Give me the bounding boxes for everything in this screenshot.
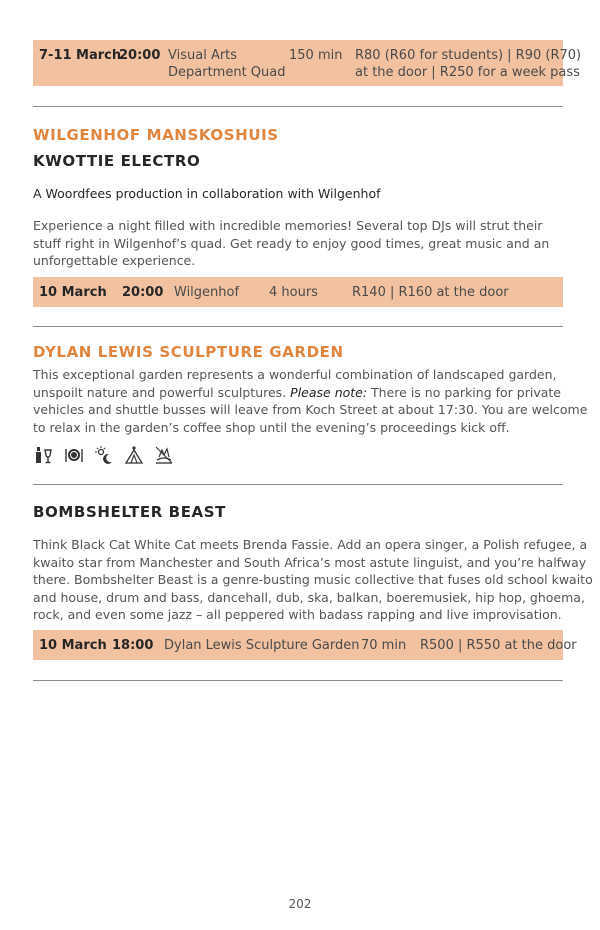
wine-icon [33, 444, 55, 466]
divider [33, 484, 563, 485]
event-venue: Dylan Lewis Sculpture Garden [164, 638, 360, 653]
venue-heading: WILGENHOF MANSKOSHUIS [33, 126, 279, 144]
dining-icon [63, 444, 85, 466]
divider [33, 106, 563, 107]
event-venue-line2: Department Quad [168, 65, 286, 80]
event-description [33, 217, 563, 270]
event-info-bar [33, 40, 582, 86]
event-subtitle: A Woordfees production in collaboration with Wilgenhof [33, 186, 381, 201]
event-date: 7-11 March [39, 48, 122, 63]
please-note-label: Please note: [290, 384, 368, 400]
event-date: 10 March [39, 638, 107, 653]
event-price-line1: R80 (R60 for students) | R90 (R70) [355, 48, 582, 63]
event-venue-line1: Visual Arts [168, 48, 238, 63]
outdoor-tent-icon [123, 444, 145, 466]
description-line: stuff right in Wilgenhof’s quad. Get ready to enjoy good times, great music and an [33, 235, 550, 251]
event-time: 20:00 [122, 285, 164, 300]
event-description [33, 536, 593, 624]
description-line: kwaito star from Manchester and South Africa’s most astute linguist, and you’re halfway [33, 554, 587, 570]
event-duration: 150 min [289, 48, 343, 63]
description-text: unspoilt nature and powerful sculptures. [33, 384, 291, 400]
event-date: 10 March [39, 285, 107, 300]
description-line: unforgettable experience. [33, 253, 196, 268]
event-info-bar [33, 277, 563, 307]
description-line: vehicles and shuttle busses will leave from Koch Street at about 17:30. You are welcome [33, 402, 588, 417]
event-price: R500 | R550 at the door [420, 638, 577, 653]
description-line: This exceptional garden represents a wonderful combination of landscaped garden, [33, 367, 557, 382]
description-line: and house, drum and bass, dancehall, dub, ska, balkan, boeremusiek, hip hop, ghoema, [33, 589, 585, 605]
garden-icon [153, 444, 175, 466]
event-time: 18:00 [112, 638, 154, 653]
divider [33, 326, 563, 327]
description-line: to relax in the garden’s coffee shop until the evening’s proceedings kick off. [33, 419, 510, 435]
description-text: There is no parking for private [367, 384, 561, 400]
event-time: 20:00 [119, 48, 161, 63]
event-title: BOMBSHELTER BEAST [33, 503, 226, 521]
description-line: Think Black Cat White Cat meets Brenda Fassie. Add an opera singer, a Polish refugee, a [33, 537, 588, 552]
event-price: R140 | R160 at the door [352, 285, 509, 300]
event-description [33, 366, 588, 436]
night-icon [93, 444, 115, 466]
event-title: KWOTTIE ELECTRO [33, 152, 201, 170]
description-line: rock, and even some jazz – all peppered with badass rapping and live improvisation. [33, 607, 562, 622]
description-line: Experience a night filled with incredible memories! Several top DJs will strut their [33, 218, 543, 233]
event-duration: 4 hours [269, 285, 318, 300]
event-price-line2: at the door | R250 for a week pass [355, 65, 580, 80]
event-venue: Wilgenhof [174, 285, 240, 300]
divider [33, 680, 563, 681]
description-line [33, 384, 563, 402]
event-duration: 70 min [361, 638, 407, 653]
page-number: 202 [288, 897, 312, 911]
venue-heading: DYLAN LEWIS SCULPTURE GARDEN [33, 343, 344, 361]
event-info-bar [33, 630, 577, 660]
amenity-icons [33, 444, 175, 466]
description-line: there. Bombshelter Beast is a genre-busting music collective that fuses old school kwaito [33, 572, 593, 587]
